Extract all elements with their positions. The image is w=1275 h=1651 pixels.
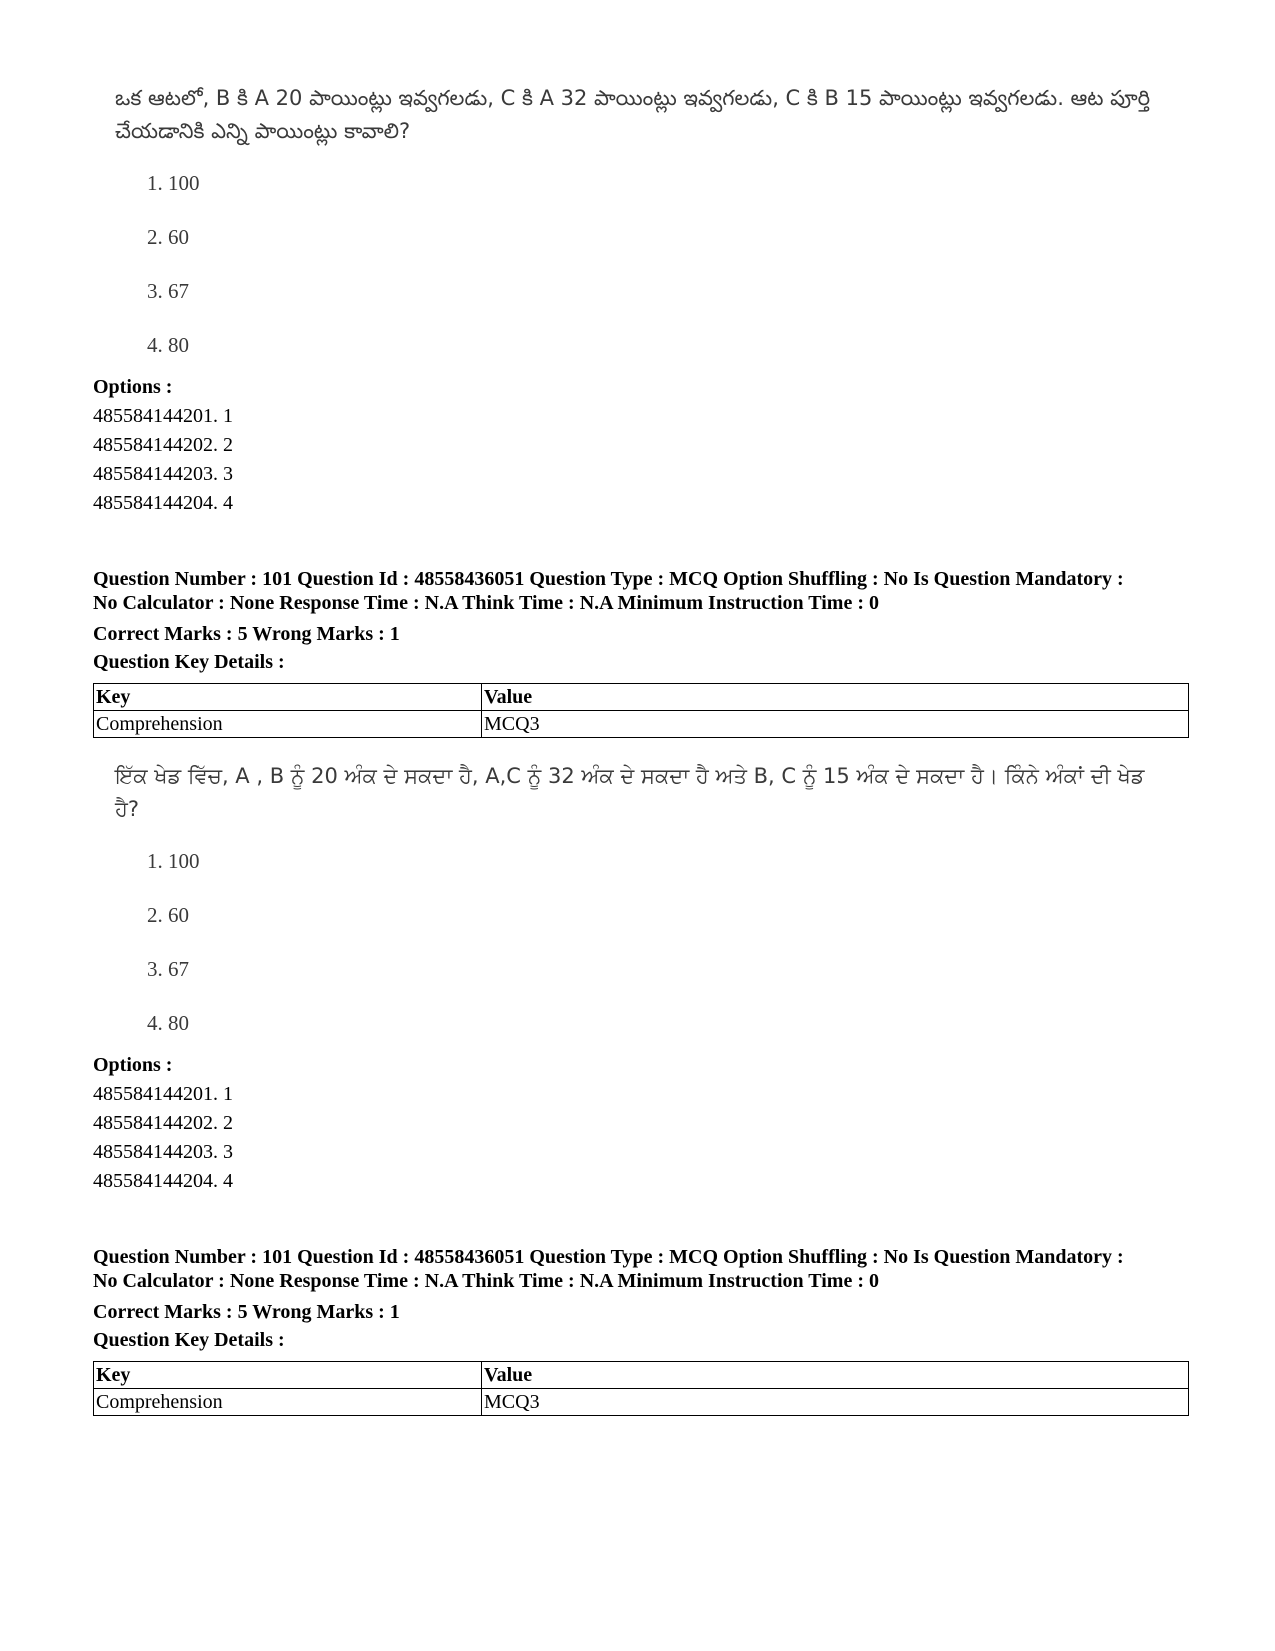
option-item: 485584144204. 4	[93, 1170, 233, 1192]
question-meta	[93, 1245, 1193, 1354]
table-header-row	[94, 1362, 1189, 1389]
header-key: Key	[94, 1362, 482, 1389]
cell-key: Comprehension	[94, 1389, 482, 1416]
cell-value: MCQ3	[482, 711, 1189, 738]
key-details-title: Question Key Details :	[93, 1329, 285, 1351]
options-block	[93, 373, 693, 518]
choice-1: 1. 100	[147, 849, 200, 873]
question-choices	[115, 168, 1165, 384]
choice-4: 4. 80	[147, 1011, 189, 1035]
question-text: ਇੱਕ ਖੇਡ ਵਿੱਚ, A , B ਨੂੰ 20 ਅੰਕ ਦੇ ਸਕਦਾ ਹੈ, A,C ਨੂੰ 32 ਅੰਕ ਦੇ ਸਕਦਾ ਹੈ ਅਤੇ B, C ਨੂੰ 15 ਅੰਕ ਦੇ ਸਕਦਾ ਹੈ। ਕਿੰਨੇ ਅੰਕਾਂ ਦੀ ਖੇਡ ਹੈ?	[115, 764, 1145, 821]
table-header-row	[94, 684, 1189, 711]
choice-2: 2. 60	[147, 903, 189, 927]
option-item: 485584144201. 1	[93, 1083, 233, 1105]
meta-line-2: No Calculator : None Response Time : N.A Think Time : N.A Minimum Instruction Time : 0	[93, 1270, 879, 1292]
options-block	[93, 1051, 693, 1196]
marks-line: Correct Marks : 5 Wrong Marks : 1	[93, 1301, 400, 1323]
choice-1: 1. 100	[147, 171, 200, 195]
meta-line-2: No Calculator : None Response Time : N.A Think Time : N.A Minimum Instruction Time : 0	[93, 592, 879, 614]
option-item: 485584144203. 3	[93, 1141, 233, 1163]
choice-2: 2. 60	[147, 225, 189, 249]
question-text: ఒక ఆటలో, B కి A 20 పాయింట్లు ఇవ్వగలడు, C కి A 32 పాయింట్లు ఇవ్వగలడు, C కి B 15 పాయింట్లు ఇవ్వగలడు. ఆట పూర్తి చేయడానికి ఎన్ని పాయింట్లు కావాలి?	[115, 86, 1151, 143]
key-details-title: Question Key Details :	[93, 651, 285, 673]
table-row	[94, 711, 1189, 738]
header-key: Key	[94, 684, 482, 711]
choice-4: 4. 80	[147, 333, 189, 357]
question-choices	[115, 846, 1165, 1062]
choice-3: 3. 67	[147, 279, 189, 303]
marks-line: Correct Marks : 5 Wrong Marks : 1	[93, 623, 400, 645]
meta-line-1: Question Number : 101 Question Id : 48558436051 Question Type : MCQ Option Shuffling : No Is Question Mandatory :	[93, 568, 1124, 590]
table-row	[94, 1389, 1189, 1416]
key-details-table	[93, 683, 1189, 738]
question-telugu	[115, 82, 1165, 384]
header-value: Value	[482, 1362, 1189, 1389]
options-title: Options :	[93, 376, 173, 398]
option-item: 485584144202. 2	[93, 1112, 233, 1134]
key-details-table	[93, 1361, 1189, 1416]
option-item: 485584144201. 1	[93, 405, 233, 427]
option-item: 485584144202. 2	[93, 434, 233, 456]
cell-value: MCQ3	[482, 1389, 1189, 1416]
option-item: 485584144204. 4	[93, 492, 233, 514]
option-item: 485584144203. 3	[93, 463, 233, 485]
question-meta	[93, 567, 1193, 676]
choice-3: 3. 67	[147, 957, 189, 981]
header-value: Value	[482, 684, 1189, 711]
question-punjabi	[115, 760, 1165, 1062]
meta-line-1: Question Number : 101 Question Id : 48558436051 Question Type : MCQ Option Shuffling : No Is Question Mandatory :	[93, 1246, 1124, 1268]
options-title: Options :	[93, 1054, 173, 1076]
cell-key: Comprehension	[94, 711, 482, 738]
